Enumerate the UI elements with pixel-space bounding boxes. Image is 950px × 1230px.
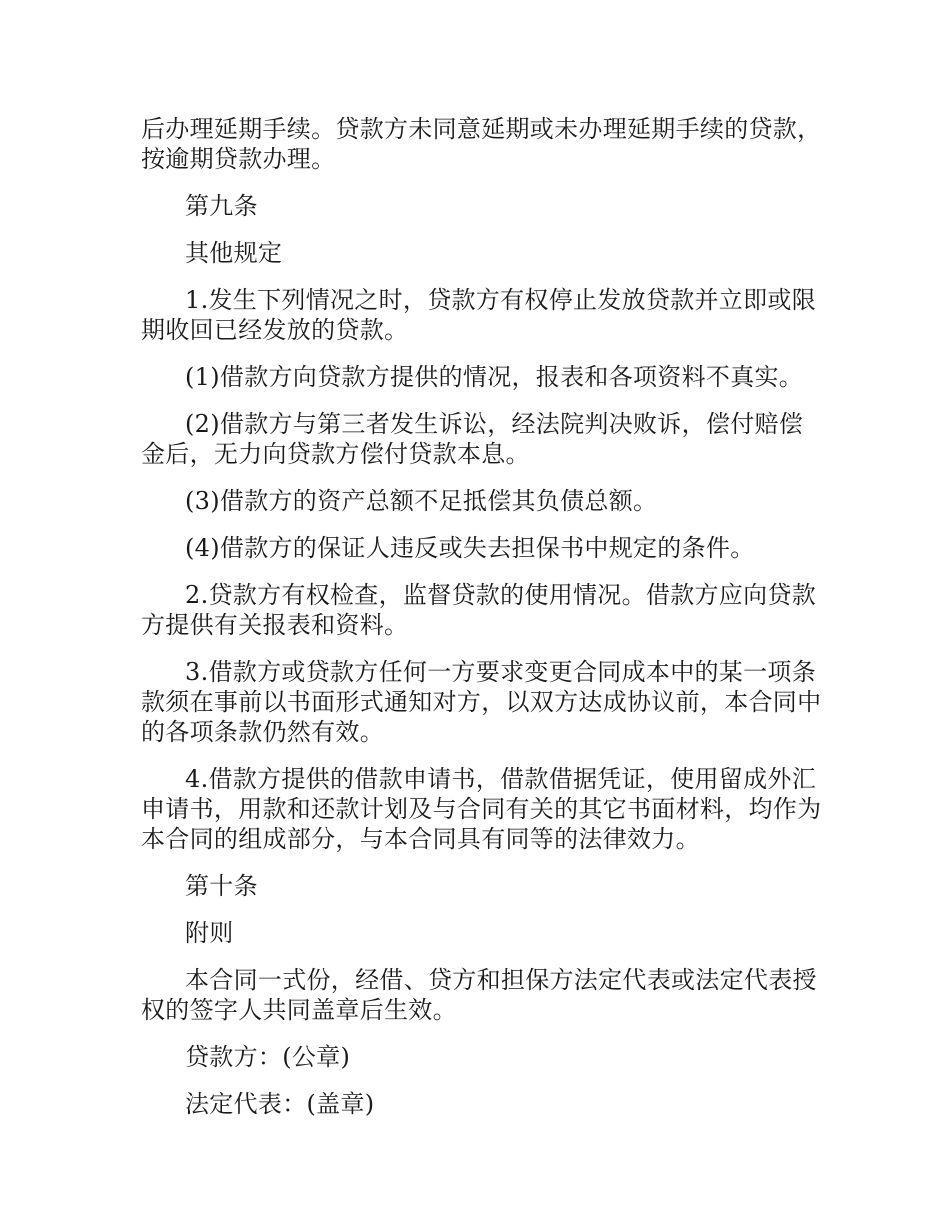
clause-1-item-4: (4)借款方的保证人违反或失去担保书中规定的条件。 [185, 534, 755, 562]
clause-1: 1.发生下列情况之时，贷款方有权停止发放贷款并立即或限期收回已经发放的贷款。 [141, 286, 816, 344]
clause-1-item-2: (2)借款方与第三者发生诉讼，经法院判决败诉，偿付赔偿金后，无力向贷款方偿付贷款本息。 [141, 410, 804, 468]
clause-1-item-1: (1)借款方向贷款方提供的情况，报表和各项资料不真实。 [185, 363, 804, 391]
article-10-title: 附则 [185, 919, 234, 947]
lender-signature-line: 贷款方：(公章) [185, 1043, 351, 1071]
article-10-heading: 第十条 [185, 872, 258, 900]
paragraph-continuation: 后办理延期手续。贷款方未同意延期或未办理延期手续的贷款，按逾期贷款办理。 [141, 115, 822, 173]
clause-2: 2.贷款方有权检查，监督贷款的使用情况。借款方应向贷款方提供有关报表和资料。 [141, 581, 816, 639]
clause-3: 3.借款方或贷款方任何一方要求变更合同成本中的某一项条款须在事前以书面形式通知对方，以双方达成协议前，本合同中的各项条款仍然有效。 [141, 658, 822, 746]
article-9-title: 其他规定 [185, 239, 283, 267]
article-9-heading: 第九条 [185, 192, 258, 220]
supplementary-provision: 本合同一式份，经借、贷方和担保方法定代表或法定代表授权的签字人共同盖章后生效。 [141, 966, 817, 1024]
clause-1-item-3: (3)借款方的资产总额不足抵偿其负债总额。 [185, 487, 658, 515]
legal-representative-line: 法定代表：(盖章) [185, 1090, 375, 1118]
clause-4: 4.借款方提供的借款申请书，借款借据凭证，使用留成外汇申请书，用款和还款计划及与合同有关的其它书面材料，均作为本合同的组成部分，与本合同具有同等的法律效力。 [141, 765, 822, 853]
